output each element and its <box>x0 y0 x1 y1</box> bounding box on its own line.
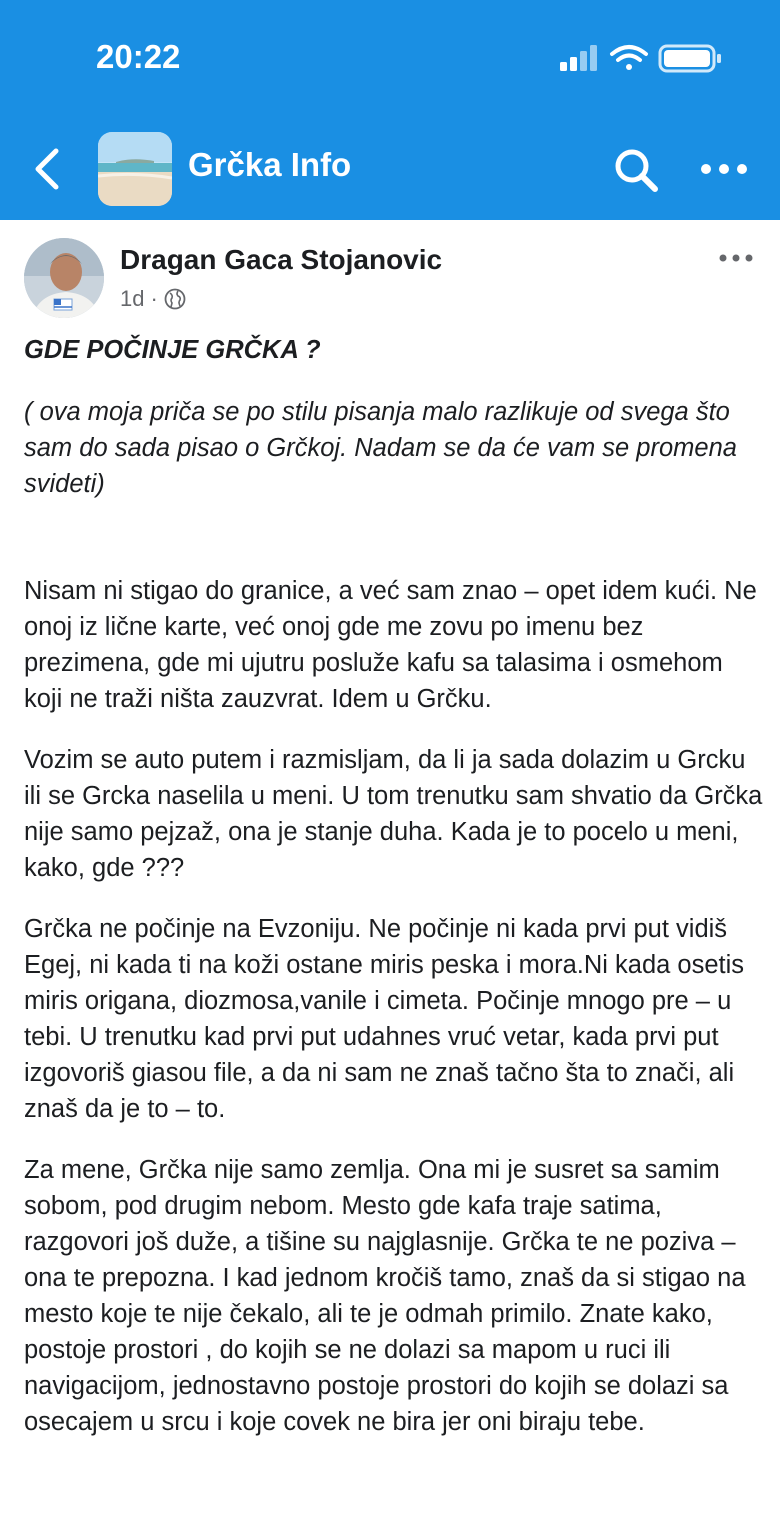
status-icons <box>556 42 726 74</box>
post-options-icon[interactable] <box>718 250 754 266</box>
more-icon[interactable] <box>698 155 750 183</box>
post-paragraph: Vozim se auto putem i razmisljam, da li ja sada dolazim u Grcku ili se Grcka naselila u meni. U tom trenutku sam shvatio da Grčka nije samo pejzaž, ona je stanje duha. Kada je to pocelo u meni, kako, gde ??? <box>24 746 763 882</box>
post-paragraph: Grčka ne počinje na Evzoniju. Ne počinje ni kada prvi put vidiš Egej, ni kada ti na koži ostane miris peska i mora.Ni kada osetis miris origana, diozmosa,vanile i cimeta. Počinje mnogo pre – u tebi. U trenutku kad prvi put udahnes vruć vetar, kada prvi put izgovoriš giasou file, a da ni sam ne znaš tačno šta to znači, ali znaš da je to – to. <box>24 915 745 1123</box>
top-bar <box>0 0 780 220</box>
search-icon[interactable] <box>612 146 660 194</box>
meta-separator: · <box>150 286 158 311</box>
post-meta <box>120 284 186 314</box>
post-paragraph: Za mene, Grčka nije samo zemlja. Ona mi je susret sa samim sobom, pod drugim nebom. Mesto gde kafa traje satima, razgovori još duže, a tišine su najglasnije. Grčka te ne poziva – ona te prepozna. I kad jednom kročiš tamo, znaš da si stigao na mesto koje te nije čekalo, ali te je odmah primilo. Znate kako, postoje prostori , do kojih se ne dolazi sa mapom u ruci ili navigacijom, jednostavno postoje prostori do kojih se dolazi sa osecajem u srcu i koje covek ne bira jer oni biraju tebe. <box>24 1156 746 1436</box>
post-age[interactable]: 1d <box>120 286 145 311</box>
status-time: 20:22 <box>96 38 181 75</box>
signal-icon <box>560 45 597 71</box>
group-thumbnail[interactable] <box>98 132 172 206</box>
author-name[interactable]: Dragan Gaca Stojanovic <box>120 244 443 275</box>
post-body <box>24 332 764 1465</box>
post-headline: GDE POČINJE GRČKA ? <box>24 336 321 364</box>
group-title[interactable]: Grčka Info <box>188 146 352 183</box>
post-paragraph: Nisam ni stigao do granice, a već sam znao – opet idem kući. Ne onoj iz lične karte, već onoj gde me zovu po imenu bez prezimena, gde mi ujutru posluže kafu sa talasima i osmehom koji ne traži ništa zauzvrat. Idem u Grčku. <box>24 577 757 713</box>
globe-icon <box>164 288 186 310</box>
battery-icon <box>660 46 721 71</box>
wifi-icon <box>612 47 646 70</box>
author-avatar[interactable] <box>24 238 104 318</box>
back-arrow-icon[interactable] <box>30 145 64 193</box>
post-intro: ( ova moja priča se po stilu pisanja malo razlikuje od svega što sam do sada pisao o Grčkoj. Nadam se da će vam se promena svideti) <box>24 398 737 498</box>
